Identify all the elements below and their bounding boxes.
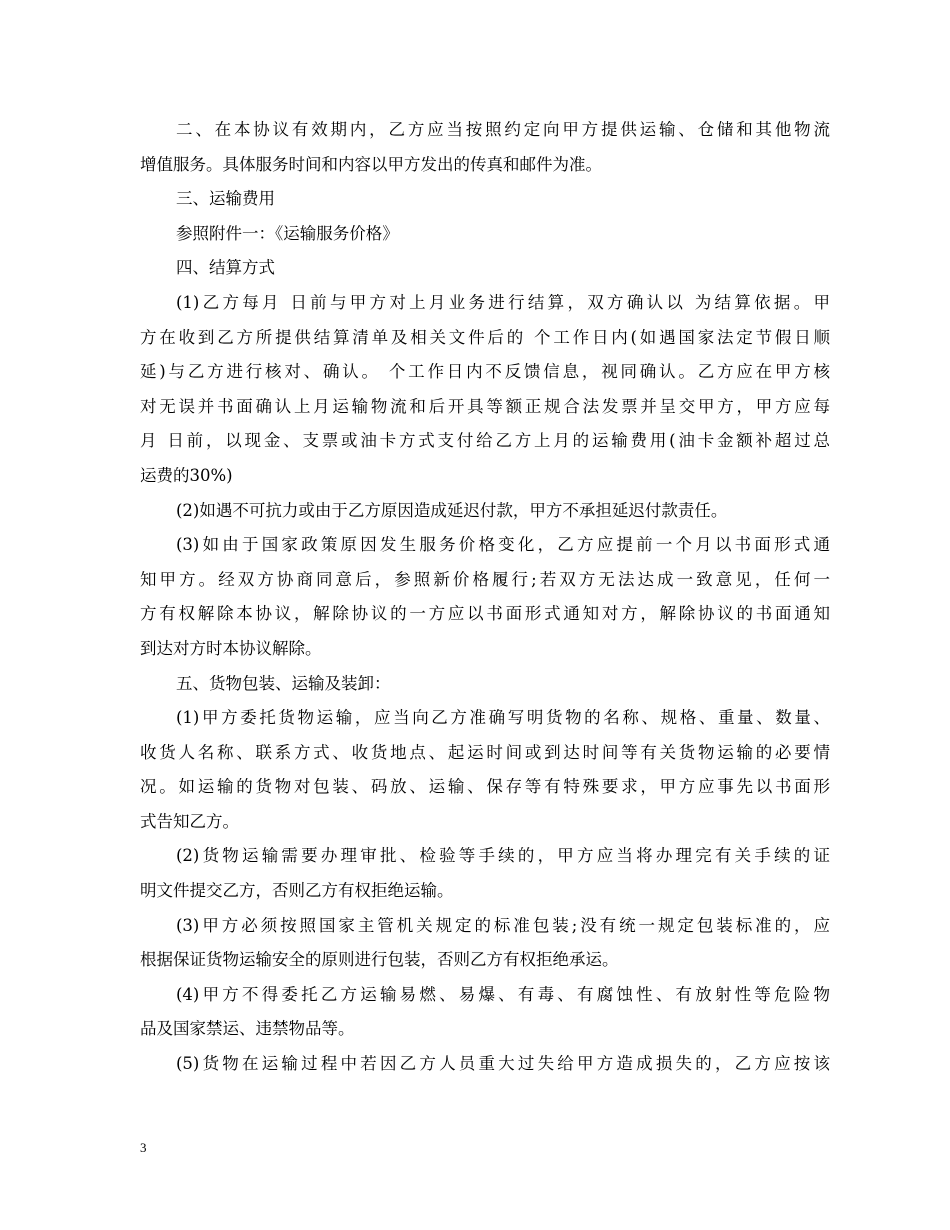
text-line: 延)与乙方进行核对、确认。 个工作日内不反馈信息，视同确认。乙方应在甲方核 — [140, 362, 830, 382]
text-line: 方在收到乙方所提供结算清单及相关文件后的 个工作日内(如遇国家法定节假日顺 — [140, 327, 830, 347]
text-line: (5)货物在运输过程中若因乙方人员重大过失给甲方造成损失的，乙方应按该 — [176, 1054, 830, 1074]
text-line: 对无误并书面确认上月运输物流和后开具等额正规合法发票并呈交甲方，甲方应每 — [140, 396, 830, 416]
text-line: 五、货物包装、运输及装卸： — [176, 673, 391, 693]
text-line: 参照附件一：《运输服务价格》 — [176, 223, 399, 243]
text-line: 月 日前，以现金、支票或油卡方式支付给乙方上月的运输费用(油卡金额补超过总 — [140, 431, 830, 451]
text-line: (1)乙方每月 日前与甲方对上月业务进行结算，双方确认以 为结算依据。甲 — [176, 292, 830, 312]
text-line: (1)甲方委托货物运输，应当向乙方准确写明货物的名称、规格、重量、数量、 — [176, 708, 830, 728]
text-line: 到达对方时本协议解除。 — [140, 638, 322, 658]
text-line: 品及国家禁运、违禁物品等。 — [140, 1019, 355, 1039]
text-line: (3)如由于国家政策原因发生服务价格变化，乙方应提前一个月以书面形式通 — [176, 535, 830, 555]
text-line: 明文件提交乙方，否则乙方有权拒绝运输。 — [140, 881, 454, 901]
text-line: 三、运输费用 — [176, 189, 275, 209]
text-line: 增值服务。具体服务时间和内容以甲方发出的传真和邮件为准。 — [140, 154, 602, 174]
text-line: 知甲方。经双方协商同意后，参照新价格履行;若双方无法达成一致意见，任何一 — [140, 569, 830, 589]
text-line: (3)甲方必须按照国家主管机关规定的标准包装;没有统一规定包装标准的，应 — [176, 915, 830, 935]
text-line: 根据保证货物运输安全的原则进行包装，否则乙方有权拒绝承运。 — [140, 950, 619, 970]
text-line: (2)如遇不可抗力或由于乙方原因造成延迟付款，甲方不承担延迟付款责任。 — [176, 500, 728, 520]
text-line: 二、在本协议有效期内，乙方应当按照约定向甲方提供运输、仓储和其他物流 — [176, 120, 830, 139]
text-line: 式告知乙方。 — [140, 811, 239, 831]
text-line: 运费的30%) — [140, 465, 233, 485]
text-line: 方有权解除本协议，解除协议的一方应以书面形式通知对方，解除协议的书面通知 — [140, 604, 830, 624]
page-number: 3 — [140, 1140, 147, 1155]
text-line: 收货人名称、联系方式、收货地点、起运时间或到达时间等有关货物运输的必要情 — [140, 742, 830, 762]
document-body — [140, 113, 830, 1082]
text-line: (2)货物运输需要办理审批、检验等手续的，甲方应当将办理完有关手续的证 — [176, 846, 830, 866]
text-line: 况。如运输的货物对包装、码放、运输、保存等有特殊要求，甲方应事先以书面形 — [140, 777, 830, 797]
text-line: 四、结算方式 — [176, 258, 275, 278]
text-line: (4)甲方不得委托乙方运输易燃、易爆、有毒、有腐蚀性、有放射性等危险物 — [176, 984, 830, 1004]
